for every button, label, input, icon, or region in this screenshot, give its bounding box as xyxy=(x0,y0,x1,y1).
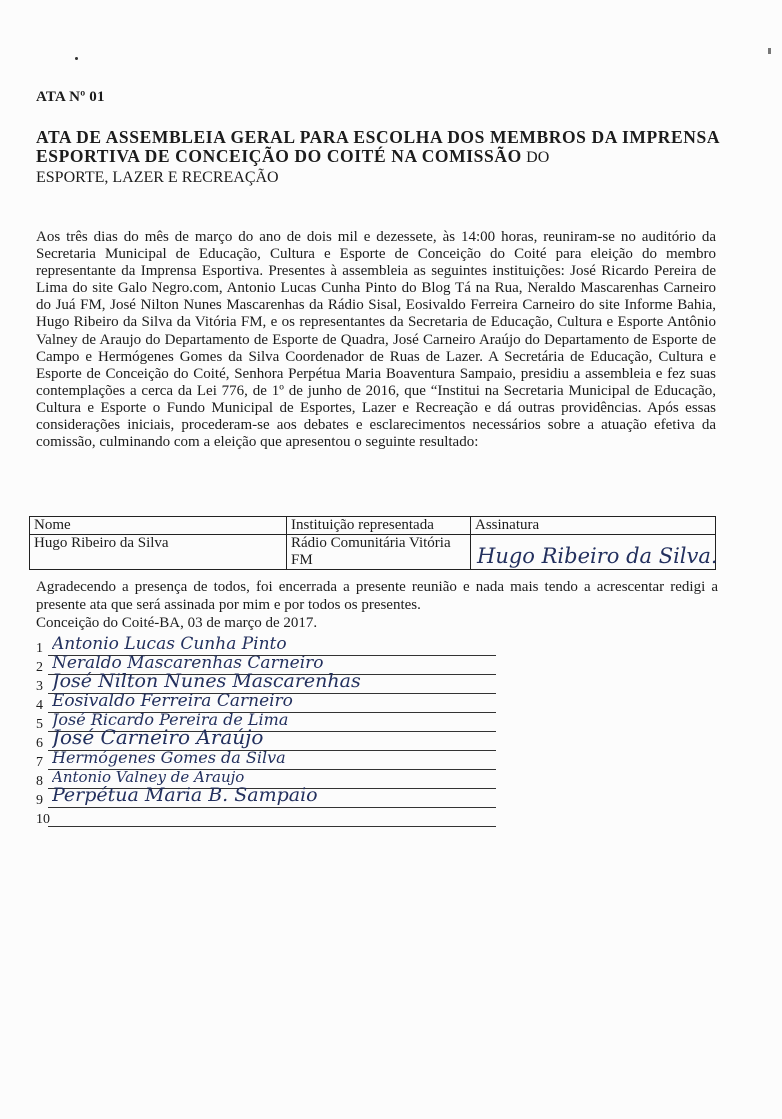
signature-line: 3 José Nilton Nunes Mascarenhas xyxy=(48,675,496,694)
header-signature: Assinatura xyxy=(471,517,716,535)
title-bold: ATA DE ASSEMBLEIA GERAL PARA ESCOLHA DOS MEMBROS DA IMPRENSA ESPORTIVA DE CONCEIÇÃO DO COITÉ NA COMISSÃO xyxy=(36,127,720,166)
signature-line: 7 Hermógenes Gomes da Silva xyxy=(48,751,496,770)
signature-line: 6 José Carneiro Araújo xyxy=(48,732,496,751)
place-date: Conceição do Coité-BA, 03 de março de 2017. xyxy=(36,615,318,631)
signature-line: 2 Neraldo Mascarenhas Carneiro xyxy=(48,656,496,675)
signature-2: Neraldo Mascarenhas Carneiro xyxy=(52,653,324,673)
signature-line: 5 José Ricardo Pereira de Lima xyxy=(48,713,496,732)
elected-name: Hugo Ribeiro da Silva xyxy=(30,535,287,570)
signature-line: 9 Perpétua Maria B. Sampaio xyxy=(48,789,496,808)
signature-7: Hermógenes Gomes da Silva xyxy=(52,748,286,767)
elected-signature-cell xyxy=(471,535,716,570)
ata-number: ATA Nº 01 xyxy=(36,89,105,105)
signature-5: José Ricardo Pereira de Lima xyxy=(52,710,289,729)
table-header-row xyxy=(30,517,716,535)
elected-signature-text: Hugo Ribeiro da Silva. xyxy=(477,544,718,568)
signature-8: Antonio Valney de Araujo xyxy=(52,768,245,786)
document-title xyxy=(36,128,726,187)
signature-6: José Carneiro Araújo xyxy=(52,725,264,749)
closing-paragraph: Agradecendo a presença de todos, foi encerrada a presente reunião e nada mais tendo a acrescentar redigi a presente ata que será assinada por mim e por todos os presentes. xyxy=(36,579,718,613)
elected-institution: Rádio Comunitária Vitória FM xyxy=(287,535,471,570)
signature-line: 8 Antonio Valney de Araujo xyxy=(48,770,496,789)
signature-line: 10 xyxy=(48,808,496,827)
elected-signature xyxy=(473,533,773,573)
edge-mark xyxy=(768,48,771,54)
header-institution: Instituição representada xyxy=(287,517,471,535)
table-row xyxy=(30,535,716,570)
stray-dot xyxy=(75,57,78,60)
signature-4: Eosivaldo Ferreira Carneiro xyxy=(52,691,293,711)
signature-1: Antonio Lucas Cunha Pinto xyxy=(52,634,287,654)
minutes-paragraph: Aos três dias do mês de março do ano de dois mil e dezessete, às 14:00 horas, reuniram-se no auditório da Secretaria Municipal de Educação, Cultura e Esporte de Conceição do Coité para eleição do membro representante da Imprensa Esportiva. Presentes à assembleia as seguintes instituições: José Ricardo Pereira de Lima do site Galo Negro.com, Antonio Lucas Cunha Pinto do Blog Tá na Rua, Neraldo Mascarenhas Carneiro do Juá FM, José Nilton Nunes Mascarenhas da Rádio Sisal, Eosivaldo Ferreira Carneiro do site Informe Bahia, Hugo Ribeiro da Silva da Vitória FM, e os representantes da Secretaria de Educação, Cultura e Esporte Antônio Valney de Araujo do Departamento de Esporte de Quadra, José Carneiro Araújo do Departamento de Esporte de Campo e Hermógenes Gomes da Silva Coordenador de Ruas de Lazer. A Secretária de Educação, Cultura e Esporte de Conceição do Coité, Senhora Perpétua Maria Boaventura Sampaio, presidiu a assembleia e fez suas contemplações a cerca da Lei 776, de 1º de junho de 2016, que “Institui na Secretaria Municipal de Educação, Cultura e Esporte o Fundo Municipal de Esportes, Lazer e Recreação e dá outras providências. Após essas considerações iniciais, procederam-se aos debates e esclarecimentos necessários sobre a atuação efetiva da comissão, culminando com a eleição que apresentou o seguinte resultado: xyxy=(36,229,716,451)
signature-list xyxy=(36,634,496,827)
result-table xyxy=(29,516,716,570)
signature-3: José Nilton Nunes Mascarenhas xyxy=(52,670,361,692)
signature-line: 4 Eosivaldo Ferreira Carneiro xyxy=(48,694,496,713)
signature-9: Perpétua Maria B. Sampaio xyxy=(52,784,318,806)
title-regular-2: ESPORTE, LAZER E RECREAÇÃO xyxy=(36,169,279,186)
header-name: Nome xyxy=(30,517,287,535)
signature-line: 1 Antonio Lucas Cunha Pinto xyxy=(48,637,496,656)
title-regular-1: DO xyxy=(526,149,550,166)
